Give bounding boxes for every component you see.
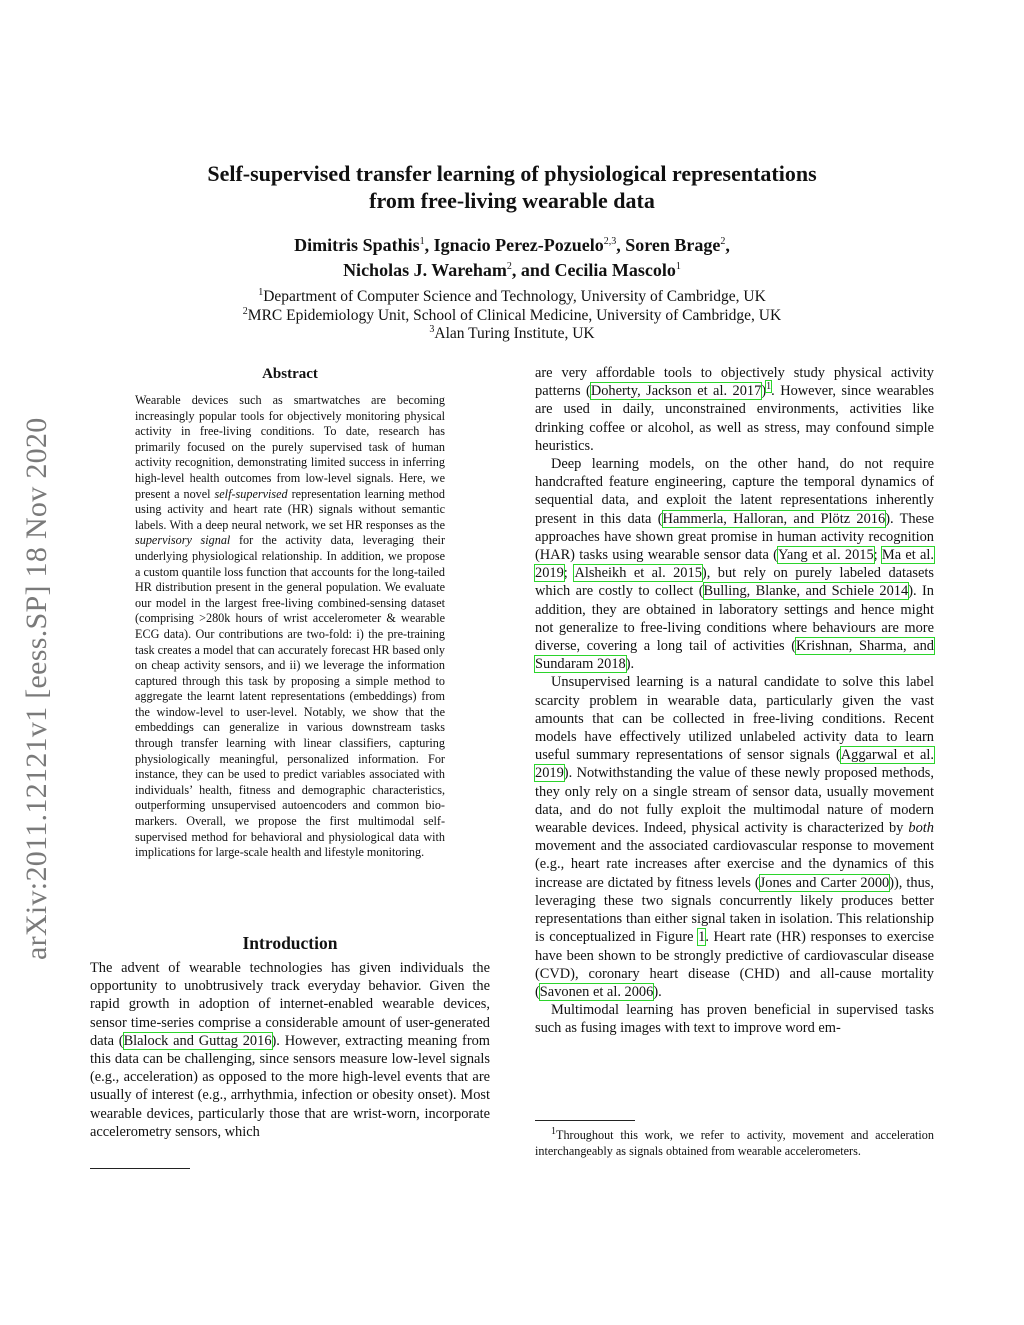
body-text: ). These approaches have shown great promise in human activity recognition (HAR) tasks using wearable sensor data ( bbox=[535, 510, 935, 564]
body-text: ; bbox=[873, 547, 882, 564]
citation-link[interactable]: Doherty, Jackson et al. 2017 bbox=[590, 383, 762, 400]
paper-title bbox=[0, 160, 1024, 214]
author-name: , Soren Brage bbox=[616, 235, 721, 255]
footnote bbox=[535, 1127, 934, 1159]
body-text: )), thus, leveraging these two signals concurrently likely produces better representations than either signal taken in isolation. This relationship is conceptualized in Figure bbox=[535, 874, 935, 946]
body-text: ). bbox=[625, 656, 635, 673]
body-text: ), but rely on purely labeled datasets which are costly to collect ( bbox=[535, 565, 935, 600]
body-text: movement and the associated cardiovascular response to movement (e.g., heart rate increases after exercise and the dynamics of this increase are dictated by fitness levels ( bbox=[535, 838, 934, 891]
body-text: ; bbox=[563, 565, 575, 582]
abstract-text: for the activity data, leveraging their underlying physiological relationship. In addition, we propose a custom quantile loss function that accounts for the long-tailed HR distribution present in the general population. We evaluate our model in the largest free-living combined-sensing dataset (comprising >280k hours of wrist accelerometer & wearable ECG data). Our contributions are two-fold: i) the pre-training task creates a model that can accurately forecast HR based only on cheap activity sensors, and ii) we leverage the information captured through this task by proposing a simple method to aggregate the learnt latent representations (embeddings) from the window-level to user-level. Notably, we show that the embeddings can generalize in various downstream tasks through transfer learning with linear classifiers, capturing physiologically meaningful, personalized information. For instance, they can be used to predict variables associated with individuals’ health, fitness and demographic characteristics, outperforming unsupervised autoencoders and common bio-markers. Overall, we propose the first multimodal self-supervised method for behavioral and physiological data with implications for large-scale health and lifestyle monitoring. bbox=[135, 533, 446, 860]
paragraph bbox=[535, 1001, 934, 1037]
affil-text: Department of Computer Science and Technology, University of Cambridge, UK bbox=[263, 288, 766, 305]
citation-link[interactable]: Jones and Carter 2000 bbox=[759, 874, 890, 891]
affiliation-2 bbox=[0, 307, 1024, 326]
author-name: Nicholas J. Wareham bbox=[343, 260, 507, 280]
affil-text: MRC Epidemiology Unit, School of Clinical Medicine, University of Cambridge, UK bbox=[247, 306, 782, 324]
citation-link[interactable]: Ma et al. 2019 bbox=[535, 547, 934, 582]
abstract-emphasis: self-supervised bbox=[214, 486, 288, 501]
citation-link[interactable]: Alsheikh et al. 2015 bbox=[574, 565, 702, 582]
body-text: Unsupervised learning is a natural candidate to solve this label scarcity problem in wearable data, particularly given the vast amounts that can be collected in free-living conditions. Recent models have effectively utilized unlabeled activity data to learn useful summary representations of sensor signals ( bbox=[535, 674, 934, 764]
body-text: ). Notwithstanding the value of these newly proposed methods, they only rely on a single stream of sensor data, usually movement data, and do not fully exploit the multimodal nature of modern wearable devices. Indeed, physical activity is characterized by bbox=[535, 765, 934, 837]
abstract-heading: Abstract bbox=[262, 366, 318, 382]
citation-link[interactable]: Bulling, Blanke, and Schiele 2014 bbox=[703, 583, 909, 600]
body-text: are very affordable tools to objectively study physical activity patterns ( bbox=[535, 365, 934, 400]
citation-link[interactable]: Yang et al. 2015 bbox=[777, 547, 874, 564]
abstract-emphasis: supervisory signal bbox=[135, 533, 231, 548]
right-column-body bbox=[535, 364, 934, 1038]
body-text: ). However, extracting meaning from this data can be challenging, since sensors measure low-level signals (e.g., acceleration) as opposed to the more high-level events that are usually of interest (e.g., arrhythmia, infection or obesity onset). Most wearable devices, particularly those that are wrist-worn, incorporate accelerometry sensors, which bbox=[90, 1032, 490, 1140]
body-text: ). In addition, they are obtained in laboratory settings and hence might not generalize to free-living conditions where behaviours are more diverse, covering a long tail of activities ( bbox=[535, 583, 934, 655]
affil-mark: 3 bbox=[429, 323, 435, 335]
paragraph bbox=[535, 364, 934, 455]
affil-text: Alan Turing Institute, UK bbox=[434, 325, 595, 342]
author-name: , Ignacio Perez-Pozuelo bbox=[424, 235, 604, 255]
body-text: ) bbox=[761, 383, 767, 400]
footnote-rule bbox=[90, 1168, 190, 1169]
affiliations bbox=[0, 288, 1024, 344]
paragraph bbox=[535, 673, 934, 1001]
citation-link[interactable]: Aggarwal et al. 2019 bbox=[535, 747, 934, 782]
body-text: The advent of wearable technologies has given individuals the opportunity to unobtrusively track everyday behavior. Given the rapid growth in adoption of internet-enabled wearable devices, sensor time-series comprise a considerable amount of user-generated data ( bbox=[90, 960, 490, 1049]
author-separator: , bbox=[725, 235, 730, 255]
affil-mark: 1 bbox=[258, 286, 264, 298]
abstract-body bbox=[135, 393, 445, 861]
footnote-mark: 1 bbox=[551, 1125, 556, 1137]
introduction-heading: Introduction bbox=[242, 933, 338, 953]
author-affil-mark: 2,3 bbox=[603, 236, 617, 247]
author-affil-mark: 1 bbox=[675, 261, 681, 272]
author-name: Dimitris Spathis bbox=[294, 235, 420, 255]
affiliation-3 bbox=[0, 325, 1024, 344]
arxiv-identifier: arXiv:2011.12121v1 [eess.SP] 18 Nov 2020 bbox=[20, 417, 53, 960]
citation-link[interactable]: Savonen et al. 2006 bbox=[539, 983, 654, 1000]
author-line-1 bbox=[0, 233, 1024, 258]
figure-link[interactable]: 1 bbox=[698, 929, 706, 946]
citation-link[interactable]: Krishnan, Sharma, and Sundaram 2018 bbox=[535, 638, 935, 673]
author-affil-mark: 2 bbox=[720, 236, 726, 247]
author-affil-mark: 1 bbox=[419, 236, 425, 247]
citation-link[interactable]: Blalock and Guttag 2016 bbox=[123, 1032, 272, 1049]
author-affil-mark: 2 bbox=[506, 261, 512, 272]
footnote-text: Throughout this work, we refer to activity, movement and acceleration interchangeably as signals obtained from wearable accelerometers. bbox=[535, 1128, 934, 1158]
body-emphasis: both bbox=[908, 820, 934, 837]
title-line-1: Self-supervised transfer learning of physiological representations bbox=[207, 161, 817, 186]
citation-link[interactable]: Hammerla, Halloran, and Plötz 2016 bbox=[662, 510, 886, 527]
body-text: . Heart rate (HR) responses to exercise have been shown to be strongly predictive of cardiovascular disease (CVD), coronary heart disease (CHD) and all-cause mortality ( bbox=[535, 929, 934, 1000]
body-text: Multimodal learning has proven beneficial in supervised tasks such as fusing images with text to improve word em- bbox=[535, 1002, 934, 1037]
abstract-text: representation learning method using activity and heart rate (HR) signals without semantic labels. With a deep neural network, we set HR responses as the bbox=[135, 486, 445, 532]
author-list bbox=[0, 233, 1024, 283]
affil-mark: 2 bbox=[242, 305, 248, 317]
introduction-body bbox=[90, 959, 490, 1141]
author-name: , and Cecilia Mascolo bbox=[511, 260, 676, 280]
abstract-text: Wearable devices such as smartwatches are becoming increasingly popular tools for objectively monitoring physical activity in free-living conditions. To date, research has primarily focused on the purely supervised task of human activity recognition, demonstrating limited success in inferring high-level health outcomes from low-level signals. Here, we present a novel bbox=[135, 393, 445, 501]
footnote-link[interactable]: 1 bbox=[766, 381, 772, 393]
author-line-2 bbox=[0, 258, 1024, 283]
body-text: ). bbox=[653, 983, 662, 1000]
title-line-2: from free-living wearable data bbox=[369, 188, 655, 213]
body-text: . However, since wearables are used in daily, unconstrained environments, activities like drinking coffee or alcohol, as well as stress, may confound simple heuristics. bbox=[535, 383, 935, 454]
affiliation-1 bbox=[0, 288, 1024, 307]
paragraph bbox=[535, 455, 934, 673]
body-text: Deep learning models, on the other hand, do not require handcrafted feature engineering, capture the temporal dynamics of sequential data, and exploit the latent representations inherently present in this data ( bbox=[535, 456, 934, 527]
footnote-rule bbox=[535, 1120, 635, 1121]
